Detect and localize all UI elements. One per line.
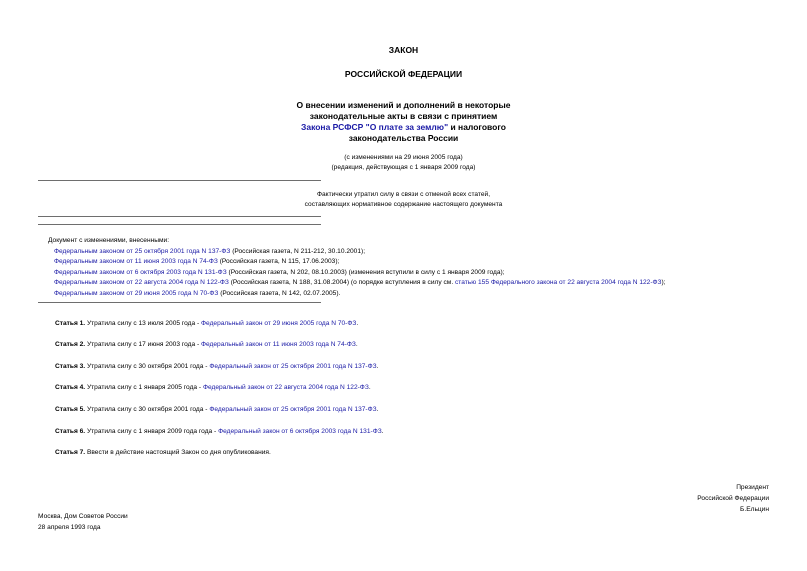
article-end: . <box>381 428 384 435</box>
signature-title: Президент <box>736 484 769 491</box>
divider <box>38 224 321 225</box>
edition-line-2: (редакция, действующая с 1 января 2009 года) <box>331 164 476 171</box>
article-label: Статья 3. <box>55 363 86 370</box>
amendment-link[interactable]: Федеральным законом от 6 октября 2003 года N 131-ФЗ <box>54 268 227 276</box>
subject-line-2: законодательные акты в связи с принятием <box>309 111 498 121</box>
article-label: Статья 4. <box>55 384 86 391</box>
amendment-source: (Российская газета, N 142, 02.07.2005). <box>218 289 341 297</box>
subject-line-1: О внесении изменений и дополнений в некоторые <box>296 100 511 110</box>
article-link[interactable]: Федеральный закон от 25 октября 2001 года N 137-ФЗ <box>209 363 377 370</box>
article-2 <box>55 341 358 348</box>
status-note <box>0 190 807 210</box>
amendments-list <box>48 236 666 300</box>
article-label: Статья 5. <box>55 406 86 413</box>
article-end: . <box>376 363 379 370</box>
signature-country: Российской Федерации <box>697 495 769 502</box>
place-line: Москва, Дом Советов России <box>38 513 128 520</box>
amendment-link[interactable]: Федеральным законом от 11 июня 2003 года N 74-ФЗ <box>54 258 218 266</box>
article-link[interactable]: Федеральный закон от 25 октября 2001 года N 137-ФЗ <box>209 406 377 413</box>
subject-line-3-rest: и налогового <box>448 122 506 132</box>
article-link[interactable]: Федеральный закон от 22 августа 2004 года N 122-ФЗ <box>202 384 369 391</box>
article-1 <box>55 320 358 327</box>
law-subtitle: РОССИЙСКОЙ ФЕДЕРАЦИИ <box>344 69 463 79</box>
amendments-heading: Документ с изменениями, внесенными: <box>48 237 170 244</box>
amendment-source: (Российская газета, N 202, 08.10.2003) (изменения вступили в силу с 1 января 2009 года); <box>226 268 505 276</box>
subject-law-link[interactable]: Закона РСФСР "О плате за землю" <box>301 122 449 132</box>
law-title: ЗАКОН <box>388 45 419 55</box>
signature-block <box>697 482 769 515</box>
amendment-source: (Российская газета, N 115, 17.06.2003); <box>217 258 340 266</box>
article-text: Ввести в действие настоящий Закон со дня опубликования. <box>85 449 271 456</box>
law-subject <box>0 100 807 144</box>
article-7 <box>55 449 271 456</box>
amendment-source: (Российская газета, N 188, 31.08.2004) (о порядке вступления в силу см. <box>228 279 455 287</box>
list-item <box>48 268 666 279</box>
edition-line-1: (с изменениями на 29 июня 2005 года) <box>344 154 463 161</box>
signature-name: Б.Ельцин <box>740 506 769 513</box>
divider <box>38 216 321 217</box>
article-4 <box>55 384 371 391</box>
article-text: Утратила силу с 30 октября 2001 года - <box>85 406 210 413</box>
amendment-link[interactable]: Федеральным законом от 25 октября 2001 года N 137-ФЗ <box>54 247 231 255</box>
edition-info <box>0 153 807 173</box>
article-text: Утратила силу с 30 октября 2001 года - <box>85 363 210 370</box>
status-line-2: составляющих нормативное содержание настоящего документа <box>304 201 503 208</box>
status-line-1: Фактически утратил силу в связи с отменой всех статей, <box>316 191 491 198</box>
article-label: Статья 7. <box>55 449 86 456</box>
article-link[interactable]: Федеральный закон от 6 октября 2003 года N 131-ФЗ <box>218 428 382 435</box>
list-item <box>48 278 666 289</box>
amendment-link[interactable]: Федеральным законом от 22 августа 2004 года N 122-ФЗ <box>54 279 229 287</box>
subject-line-3 <box>0 122 807 133</box>
divider <box>38 180 321 181</box>
amendment-link[interactable]: Федеральным законом от 29 июня 2005 года N 70-ФЗ <box>54 289 219 297</box>
article-end: . <box>355 341 358 348</box>
article-3 <box>55 363 378 370</box>
article-label: Статья 1. <box>55 320 86 327</box>
article-text: Утратила силу с 1 января 2009 года года - <box>85 428 219 435</box>
article-text: Утратила силу с 1 января 2005 года - <box>85 384 203 391</box>
divider <box>38 302 321 303</box>
article-link[interactable]: Федеральный закон от 29 июня 2005 года N 70-ФЗ <box>201 320 357 327</box>
amendment-source: (Российская газета, N 211-212, 30.10.2001); <box>230 247 366 255</box>
article-end: . <box>376 406 379 413</box>
article-label: Статья 6. <box>55 428 86 435</box>
article-end: . <box>368 384 371 391</box>
article-text: Утратила силу с 13 июля 2005 года - <box>85 320 202 327</box>
amendment-tail: ); <box>661 279 666 287</box>
date-line: 28 апреля 1993 года <box>38 524 101 531</box>
article-end: . <box>356 320 359 327</box>
list-item <box>48 289 666 300</box>
article-label: Статья 2. <box>55 341 86 348</box>
list-item <box>48 247 666 258</box>
article-5 <box>55 406 378 413</box>
list-item <box>48 257 666 268</box>
article-6 <box>55 428 384 435</box>
place-date-block <box>38 511 128 533</box>
amendment-article-link[interactable]: статью 155 Федерального закона от 22 августа 2004 года N 122-ФЗ <box>455 279 662 287</box>
subject-line-4: законодательства России <box>348 133 459 143</box>
article-text: Утратила силу с 17 июня 2003 года - <box>85 341 201 348</box>
article-link[interactable]: Федеральный закон от 11 июня 2003 года N 74-ФЗ <box>201 341 356 348</box>
